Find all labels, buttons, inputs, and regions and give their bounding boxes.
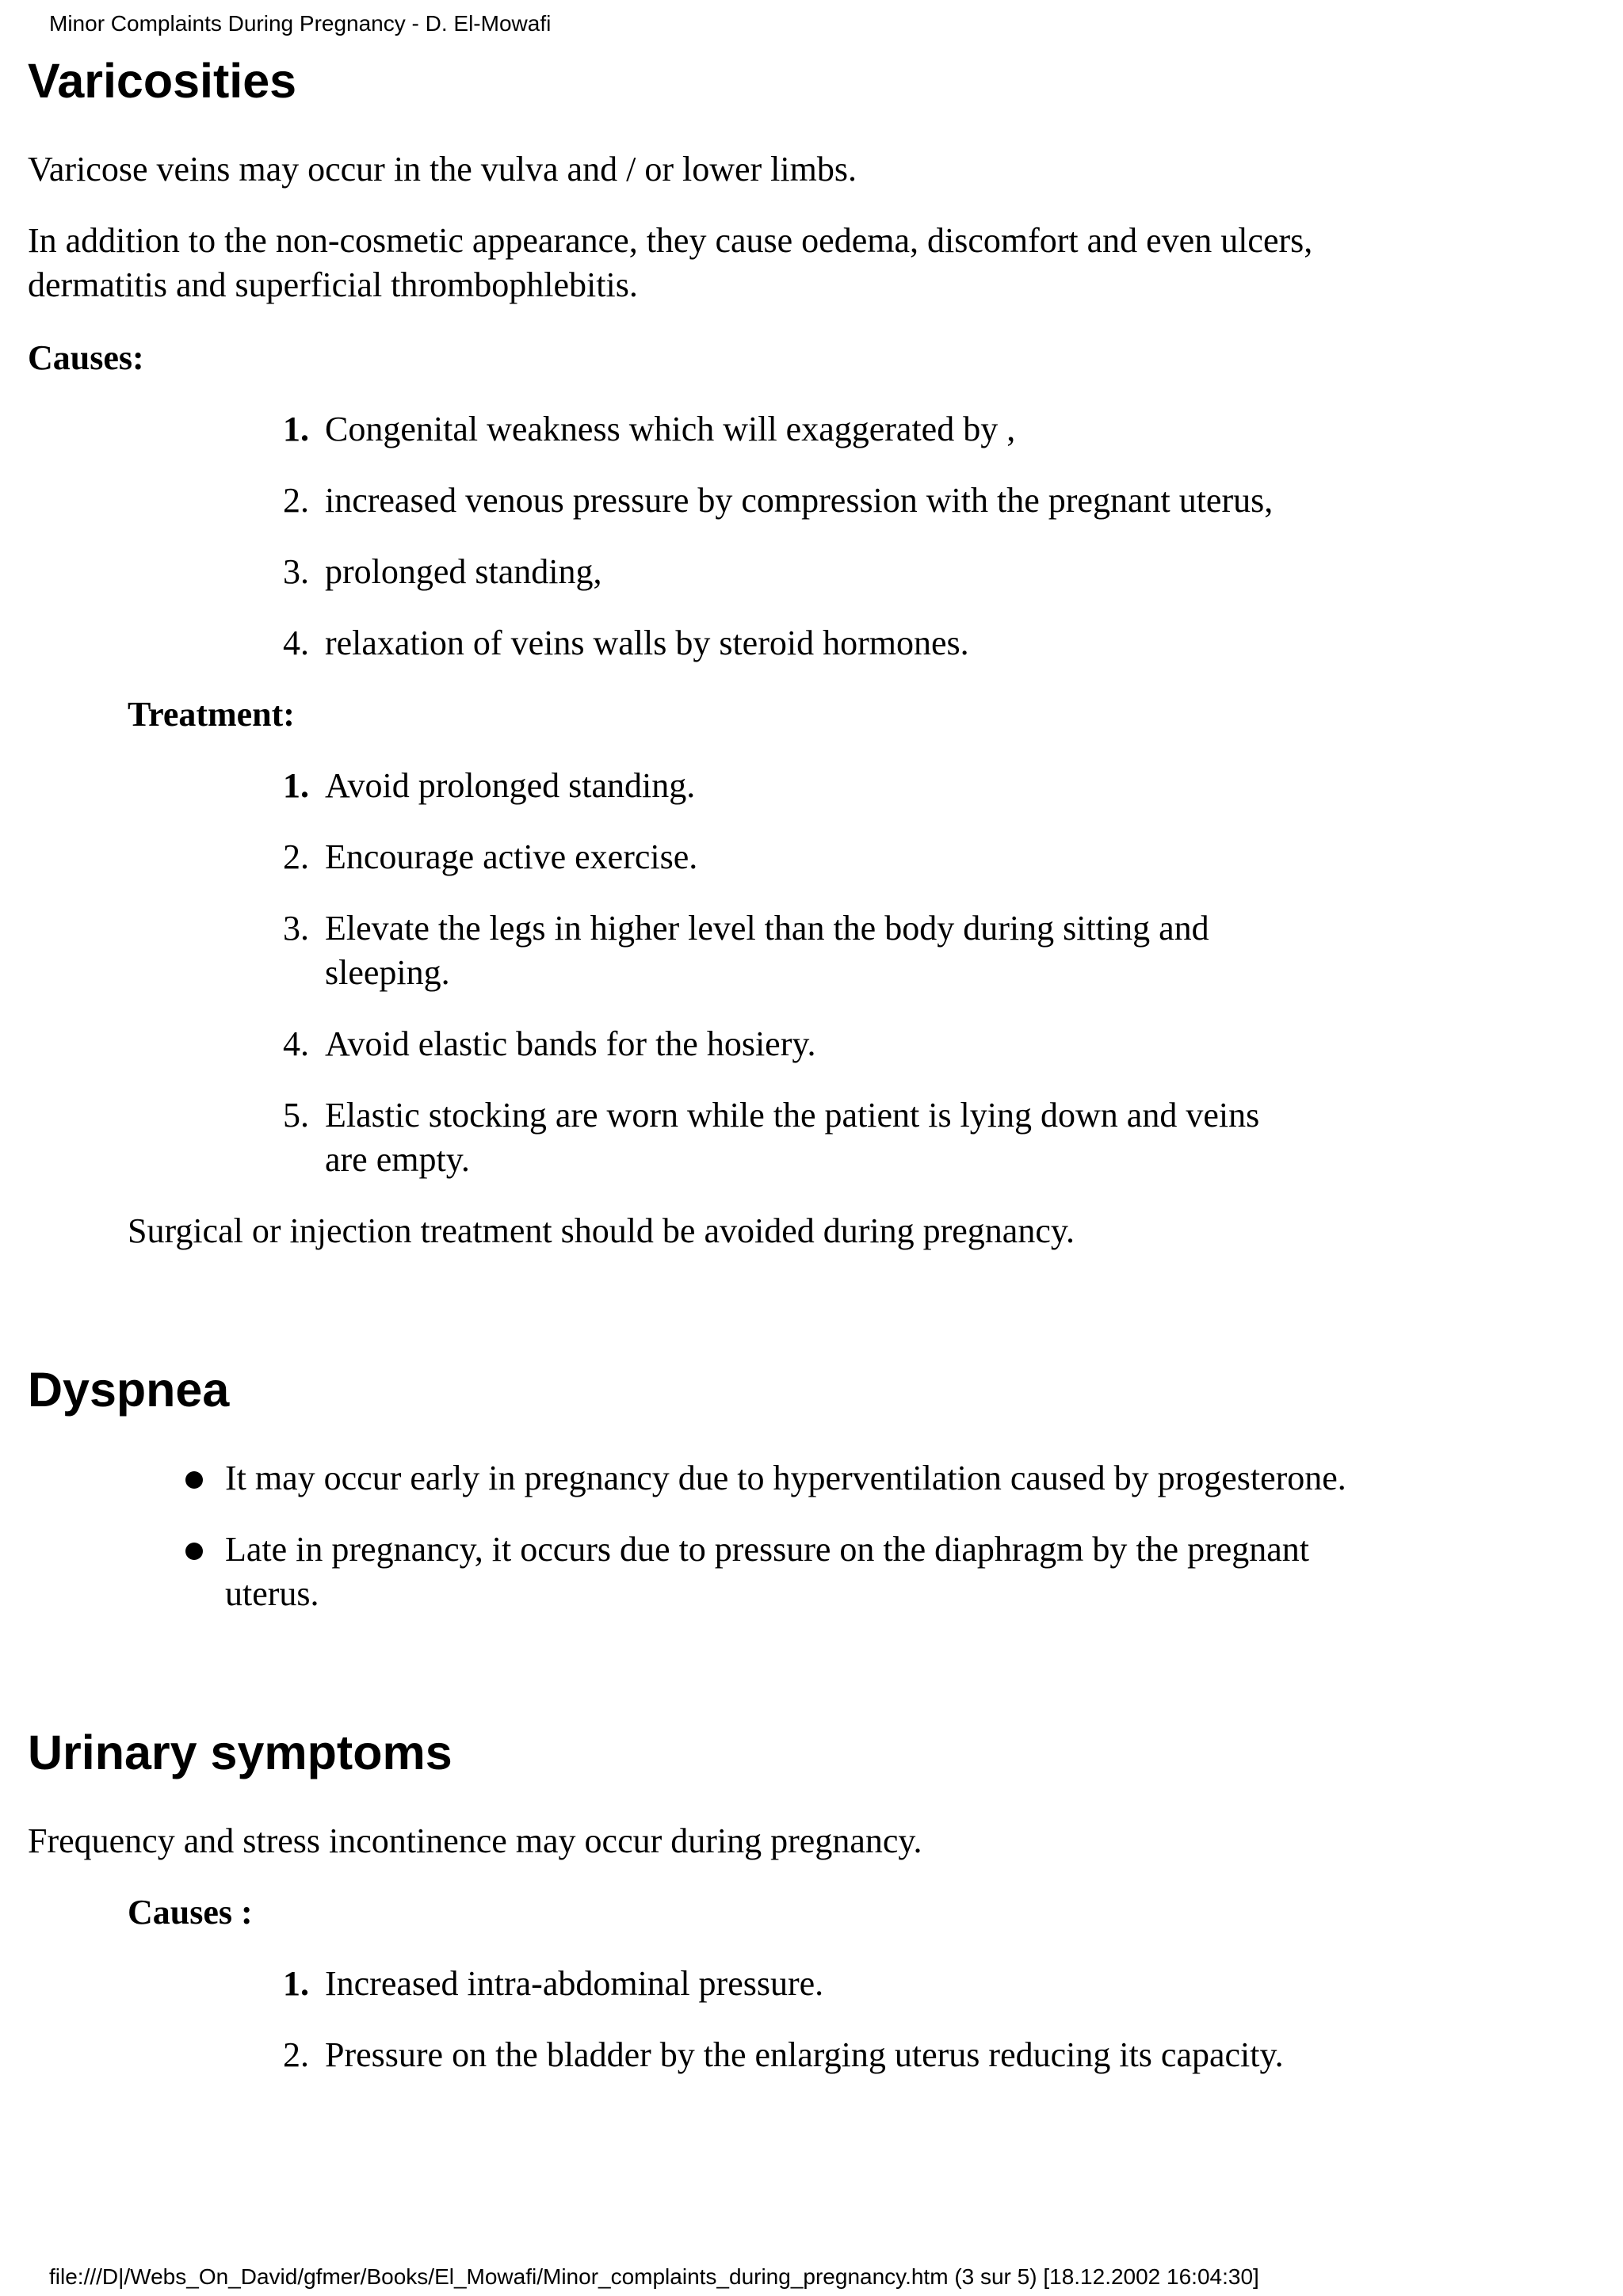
list-item-number: 5. <box>283 1096 309 1135</box>
heading-dyspnea: Dyspnea <box>28 1363 230 1417</box>
list-item-number: 2. <box>283 2035 309 2074</box>
page-footer-path: file:///D|/Webs_On_David/gfmer/Books/El_Mowafi/Minor_complaints_during_pregnancy.htm (3 sur 5) [18.12.2002 16:04:30] <box>49 2264 1259 2289</box>
paragraph-varicose-effects-line1: In addition to the non-cosmetic appearance, they cause oedema, discomfort and even ulcers, <box>28 221 1313 260</box>
label-urinary-causes: Causes : <box>128 1893 253 1932</box>
list-item-continuation: sleeping. <box>325 953 450 992</box>
list-item: Pressure on the bladder by the enlarging uterus reducing its capacity. <box>325 2035 1284 2074</box>
paragraph-urinary-intro: Frequency and stress incontinence may occur during pregnancy. <box>28 1821 922 1860</box>
list-item-continuation: uterus. <box>225 1574 319 1613</box>
heading-urinary-symptoms: Urinary symptoms <box>28 1726 453 1779</box>
list-item-number: 1. <box>283 766 309 805</box>
list-item: Elastic stocking are worn while the patient is lying down and veins <box>325 1096 1260 1135</box>
paragraph-varicose-effects-line2: dermatitis and superficial thrombophlebitis. <box>28 265 638 304</box>
list-item: Avoid elastic bands for the hosiery. <box>325 1024 816 1063</box>
list-item-number: 3. <box>283 909 309 948</box>
list-item-number: 4. <box>283 1024 309 1063</box>
list-item: Encourage active exercise. <box>325 837 698 876</box>
list-item-number: 4. <box>283 624 309 662</box>
paragraph-surgical-note: Surgical or injection treatment should be avoided during pregnancy. <box>128 1211 1075 1250</box>
label-causes: Causes: <box>28 338 144 377</box>
paragraph-varicose-intro: Varicose veins may occur in the vulva and / or lower limbs. <box>28 150 857 189</box>
bullet-icon <box>185 1543 203 1560</box>
list-item: Congenital weakness which will exaggerated by , <box>325 410 1016 448</box>
label-treatment: Treatment: <box>128 695 295 734</box>
list-item-number: 1. <box>283 410 309 448</box>
list-item-number: 3. <box>283 552 309 591</box>
list-item: It may occur early in pregnancy due to hyperventilation caused by progesterone. <box>225 1459 1346 1497</box>
list-item: Increased intra-abdominal pressure. <box>325 1964 824 2003</box>
list-item-number: 2. <box>283 481 309 520</box>
list-item: Elevate the legs in higher level than the body during sitting and <box>325 909 1209 948</box>
list-item-continuation: are empty. <box>325 1140 470 1179</box>
list-item: Avoid prolonged standing. <box>325 766 696 805</box>
list-item: relaxation of veins walls by steroid hormones. <box>325 624 969 662</box>
list-item: prolonged standing, <box>325 552 602 591</box>
bullet-icon <box>185 1471 203 1489</box>
list-item: Late in pregnancy, it occurs due to pressure on the diaphragm by the pregnant <box>225 1530 1310 1569</box>
page-header-title: Minor Complaints During Pregnancy - D. El-Mowafi <box>49 11 552 36</box>
list-item: increased venous pressure by compression with the pregnant uterus, <box>325 481 1274 520</box>
heading-varicosities: Varicosities <box>28 54 297 108</box>
list-item-number: 1. <box>283 1964 309 2003</box>
list-item-number: 2. <box>283 837 309 876</box>
